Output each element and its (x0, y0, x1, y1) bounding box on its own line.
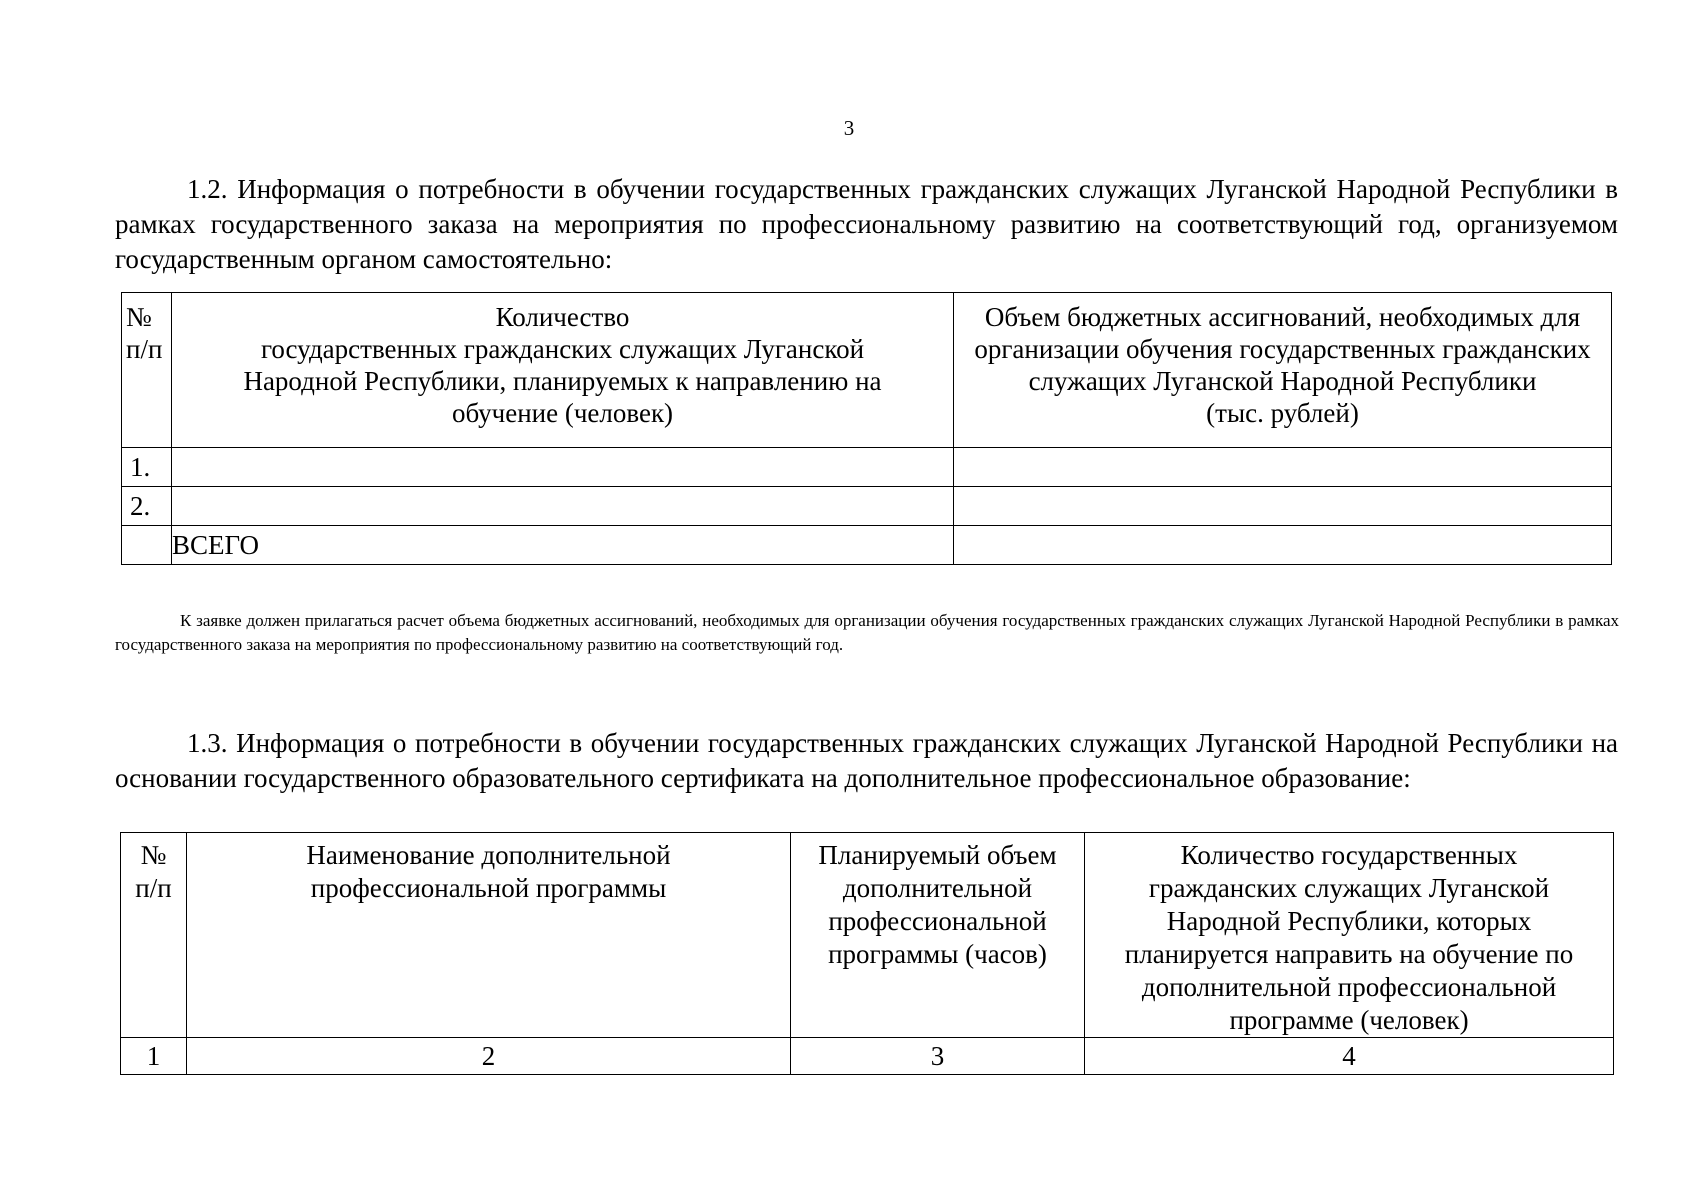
header-budget-line: служащих Луганской Народной Республики (1028, 366, 1537, 396)
table-row (122, 448, 1612, 487)
header-num (121, 833, 187, 1038)
header-people-count (1085, 833, 1614, 1038)
table-1-3 (120, 832, 1614, 1075)
header-count-line: Количество (495, 302, 630, 332)
header-program-line: Наименование дополнительной (306, 840, 671, 870)
footnote: К заявке должен прилагаться расчет объема бюджетных ассигнований, необходимых для организации обучения государственных гражданских служащих Луганской Народной Республики в рамках государственного заказа на мероприятия по профессиональному развитию на соответствующий год. (115, 611, 1619, 654)
column-number: 1 (121, 1038, 187, 1075)
table-1-2-header-row (122, 293, 1612, 448)
header-hours-line: дополнительной (842, 873, 1033, 903)
header-budget-volume (954, 293, 1612, 448)
column-numbers-row (121, 1038, 1614, 1075)
table-row (122, 487, 1612, 526)
section-1-3-paragraph: 1.3. Информация о потребности в обучении государственных гражданских служащих Луганской Народной Республики на основании государственного образовательного сертификата на дополнительное профессиональное образование: (115, 728, 1618, 793)
table-1-2 (121, 292, 1612, 565)
column-number: 3 (791, 1038, 1085, 1075)
header-planned-hours (791, 833, 1085, 1038)
header-num-line: п/п (135, 873, 172, 903)
employee-count-cell[interactable] (172, 448, 954, 487)
employee-count-cell[interactable] (172, 487, 954, 526)
header-count-line: обучение (человек) (451, 398, 674, 428)
section-1-2-paragraph: 1.2. Информация о потребности в обучении государственных гражданских служащих Луганской Народной Республики в рамках государственного заказа на мероприятия по профессиональному развитию на соответствующий год, организуемом государственным органом самостоятельно: (115, 174, 1618, 274)
row-number: 1. (122, 448, 172, 487)
header-num-line: № (126, 302, 152, 332)
header-people-line: Количество государственных (1180, 840, 1518, 870)
header-people-line: дополнительной профессиональной (1141, 972, 1557, 1002)
column-number: 2 (187, 1038, 791, 1075)
row-number: 2. (122, 487, 172, 526)
column-number: 4 (1085, 1038, 1614, 1075)
header-program-line: профессиональной программы (310, 873, 667, 903)
total-num-cell (122, 526, 172, 565)
total-budget-cell[interactable] (954, 526, 1612, 565)
budget-cell[interactable] (954, 448, 1612, 487)
header-num (122, 293, 172, 448)
header-people-line: программе (человек) (1229, 1005, 1469, 1035)
header-program-name (187, 833, 791, 1038)
page-number: 3 (843, 116, 855, 140)
header-num-line: № (140, 840, 167, 870)
header-count-line: государственных гражданских служащих Луганской (260, 334, 865, 364)
header-hours-line: программы (часов) (828, 939, 1047, 969)
header-people-line: гражданских служащих Луганской (1148, 873, 1550, 903)
header-budget-line: (тыс. рублей) (1206, 398, 1359, 428)
table-1-3-header-row (121, 833, 1614, 1038)
header-people-line: Народной Республики, которых (1166, 906, 1532, 936)
total-label: ВСЕГО (172, 526, 954, 565)
header-budget-line: организации обучения государственных гражданских (974, 334, 1591, 364)
header-budget-line: Объем бюджетных ассигнований, необходимых для (984, 302, 1581, 332)
table-total-row (122, 526, 1612, 565)
budget-cell[interactable] (954, 487, 1612, 526)
header-employee-count (172, 293, 954, 448)
header-num-line: п/п (126, 334, 163, 364)
header-people-line: планируется направить на обучение по (1124, 939, 1574, 969)
header-hours-line: профессиональной (828, 906, 1047, 936)
header-hours-line: Планируемый объем (818, 840, 1057, 870)
header-count-line: Народной Республики, планируемых к направлению на (243, 366, 882, 396)
